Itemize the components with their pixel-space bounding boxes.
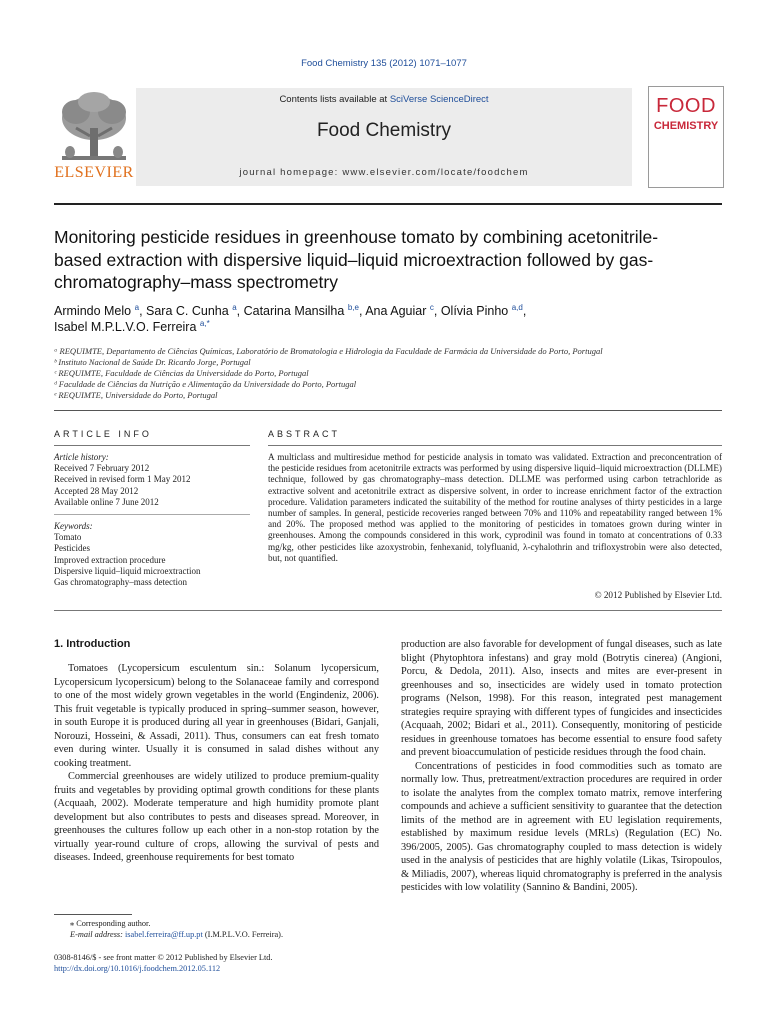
author-name[interactable]: Olívia Pinho: [440, 304, 509, 318]
doi-link[interactable]: http://dx.doi.org/10.1016/j.foodchem.2012.05.112: [54, 964, 221, 973]
affiliation-b: ᵇ Instituto Nacional de Saúde Dr. Ricardo Jorge, Portugal: [54, 357, 251, 367]
journal-name: Food Chemistry: [316, 120, 452, 141]
keyword: Tomato: [54, 532, 82, 543]
email-label: E-mail address:: [70, 930, 125, 939]
authors-line-1: [54, 304, 526, 318]
footnote: [54, 918, 283, 940]
intro-paragraph-2: Commercial greenhouses are widely utilized to produce premium-quality fruits and vegetables by providing optimal growth conditions for these plants (Acquaah, 2002). Moderate temperature and high humidity promote plant development but also contributes to pests and diseases spread. Moreover, in greenhouses the cultures follow up each other in a non-stop rotation by the virtually year-round culture of crops, allowing the survival of pests and diseases. Indeed, greenhouse requirements for best tomato: [54, 771, 379, 863]
abstract-body: A multiclass and multiresidue method for pesticide analysis in tomato was validated. Extraction and preconcentration of the pesticide residues from acetonitrile extracts was performed by using dispersive liquid–liquid microextraction (DLLME) technique, followed by gas chromatography–mass detection. DLLME was performed using carbon tetrachloride as extractive solvent and acetonitrile extract as dispersive solvent, in order to increase enrichment factor of the extraction procedure. Validation parameters indicated the suitability of the method for routine analyses of thirty pesticides in a large number of samples. In general, pesticide recoveries ranged between 70% and 110% and repeatability ranged between 1% and 20%. The proposed method was applied to the monitoring of pesticides in tomatoes grown during winter in greenhouses. Among the compounds considered in this work, cyprodinil was found in tomato at concentrations of 0.33 mg/kg, other pesticides like azoxystrobin, fenhexanid, tolyfluanid, λ-cyhalothrin and trifloxystrobin were also detected, but, not quantified.: [268, 452, 722, 563]
abstract-rule: [268, 445, 722, 446]
intro-paragraph-3: Concentrations of pesticides in food commodities such as tomato are normally low. Thus, pretreatment/extraction procedures are required in order to isolate the analytes from the complex tomato matrix, remove interfering compounds and achieve a sufficient sensitivity to guarantee that the detection limits of the method are in agreement with EU legislation requirements, established by maximum residue levels (MRLs) (Regulation (EC) No. 396/2005, 2005). Gas chromatography coupled to mass detection is widely used in the analysis of pesticides that are highly volatile (Likas, Tsiropoulos, & Miliadis, 2007), whereas liquid chromatography is preferred in the analysis pesticides with low volatility (Sannino & Bandini, 2005).: [401, 760, 722, 893]
cover-title-food: FOOD: [656, 95, 716, 117]
author-separator: ,: [358, 304, 366, 318]
intro-paragraph-2-continued: production are also favorable for development of fungal diseases, such as late blight (Phytophtora infestans) and gray mold (Botrytis cinerea) (Angioni, Porcu, & Dedola, 2011). Also, insects and mites are ever-present in greenhouses and so, insecticides are widely used in tomato protection programs (Nelson, 1998). For this reason, integrated pest management strategies require spraying with different types of fungicides and insecticides (Acquaah, 2002; Bidari et al., 2011). Consequently, monitoring of pesticide residues in greenhouse tomatoes has become essential to ensure food safety and prevent bioaccumulation of pesticide residues through the food chain.: [401, 639, 722, 758]
history-accepted: Accepted 28 May 2012: [54, 485, 139, 496]
history-revised: Received in revised form 1 May 2012: [54, 474, 191, 485]
body-column-right: [401, 638, 722, 895]
email-suffix: (I.M.P.L.V.O. Ferreira).: [202, 930, 284, 939]
author-affiliation-marker[interactable]: c: [429, 302, 434, 312]
abstract-end-divider: [54, 610, 722, 611]
introduction-heading: 1. Introduction: [54, 638, 131, 650]
contents-line: [136, 94, 632, 105]
history-online: Available online 7 June 2012: [54, 496, 159, 507]
article-history: [54, 452, 190, 508]
cover-title-chemistry: CHEMISTRY: [653, 120, 719, 132]
citation-line[interactable]: Food Chemistry 135 (2012) 1071–1077: [301, 58, 467, 69]
issn-block: [54, 952, 273, 974]
affiliation-c: ᶜ REQUIMTE, Faculdade de Ciências da Universidade do Porto, Portugal: [54, 368, 309, 378]
keyword: Dispersive liquid–liquid microextraction: [54, 565, 201, 576]
article-info-heading: ARTICLE INFO: [54, 429, 152, 439]
author-affiliation-marker[interactable]: a,d: [511, 302, 523, 312]
author-affiliation-marker[interactable]: a: [232, 302, 237, 312]
issn-line: 0308-8146/$ - see front matter © 2012 Published by Elsevier Ltd.: [54, 953, 273, 962]
affiliation-d: ᵈ Faculdade de Ciências da Nutrição e Alimentação da Universidade do Porto, Portugal: [54, 379, 357, 389]
author-affiliation-marker[interactable]: b,e: [347, 302, 359, 312]
affiliation-e: ᵉ REQUIMTE, Universidade do Porto, Portugal: [54, 390, 218, 400]
author-name[interactable]: Ana Aguiar: [365, 304, 427, 318]
author-name[interactable]: Catarina Mansilha: [243, 304, 345, 318]
footnote-rule: [54, 914, 132, 915]
keyword: Gas chromatography–mass detection: [54, 577, 187, 588]
journal-homepage[interactable]: journal homepage: www.elsevier.com/locate/foodchem: [239, 167, 529, 178]
author-affiliation-marker[interactable]: a,*: [199, 318, 210, 328]
author-separator: ,: [236, 304, 244, 318]
header-divider: [54, 203, 722, 205]
author-affiliation-marker[interactable]: a: [134, 302, 140, 312]
keyword: Pesticides: [54, 543, 90, 554]
abstract-copyright: © 2012 Published by Elsevier Ltd.: [594, 590, 722, 600]
article-info-divider: [54, 514, 250, 515]
email-link[interactable]: isabel.ferreira@ff.up.pt: [125, 930, 203, 939]
author-name[interactable]: Armindo Melo: [54, 304, 132, 318]
keywords-label: Keywords:: [54, 521, 93, 531]
author-separator: ,: [522, 304, 527, 318]
article-info-rule: [54, 445, 250, 446]
authors-line-2: [54, 320, 210, 334]
body-column-left: [54, 662, 379, 865]
corresponding-author-note: ⁎ Corresponding author.: [70, 919, 151, 928]
history-label: Article history:: [54, 452, 109, 462]
history-received: Received 7 February 2012: [54, 463, 150, 474]
elsevier-wordmark: ELSEVIER: [54, 164, 134, 181]
front-matter-divider: [54, 410, 722, 411]
email-note: [54, 929, 283, 940]
keywords: [54, 521, 200, 588]
article-title: Monitoring pesticide residues in greenhouse tomato by combining acetonitrile-based extraction with dispersive liquid–liquid microextraction followed by gas-chromatography–mass spectrometry: [54, 227, 659, 292]
affiliation-a: ᵃ REQUIMTE, Departamento de Ciências Químicas, Laboratório de Bromatologia e Hidrologia da Faculdade de Farmácia da Universidade do Porto, Portugal: [54, 346, 603, 356]
abstract-heading: ABSTRACT: [268, 429, 341, 439]
contents-prefix: Contents lists available at: [279, 94, 390, 105]
author-name[interactable]: Isabel M.P.L.V.O. Ferreira: [54, 320, 197, 334]
author-separator: ,: [433, 304, 441, 318]
sciencedirect-link[interactable]: SciVerse ScienceDirect: [389, 94, 489, 105]
intro-paragraph-1: Tomatoes (Lycopersicum esculentum sin.: Solanum lycopersicum, Lycopersicum lycopersicum) belong to the Solanaceae family and correspond to one of the most widely grown vegetables in the world (Engindeniz, 2006). This fruit vegetable is typically produced in spring–summer season, however, in south Europe it is produced during all year in greenhouses (Bidari, Ganjali, Norouzi, Hosseini, & Assadi, 2011). Thus, consumers can eat fresh tomato even during winter. Usually it is consumed in salad dishes without any cooking treatment.: [54, 663, 379, 769]
author-separator: ,: [139, 304, 147, 318]
author-name[interactable]: Sara C. Cunha: [146, 304, 229, 318]
keyword: Improved extraction procedure: [54, 554, 166, 565]
